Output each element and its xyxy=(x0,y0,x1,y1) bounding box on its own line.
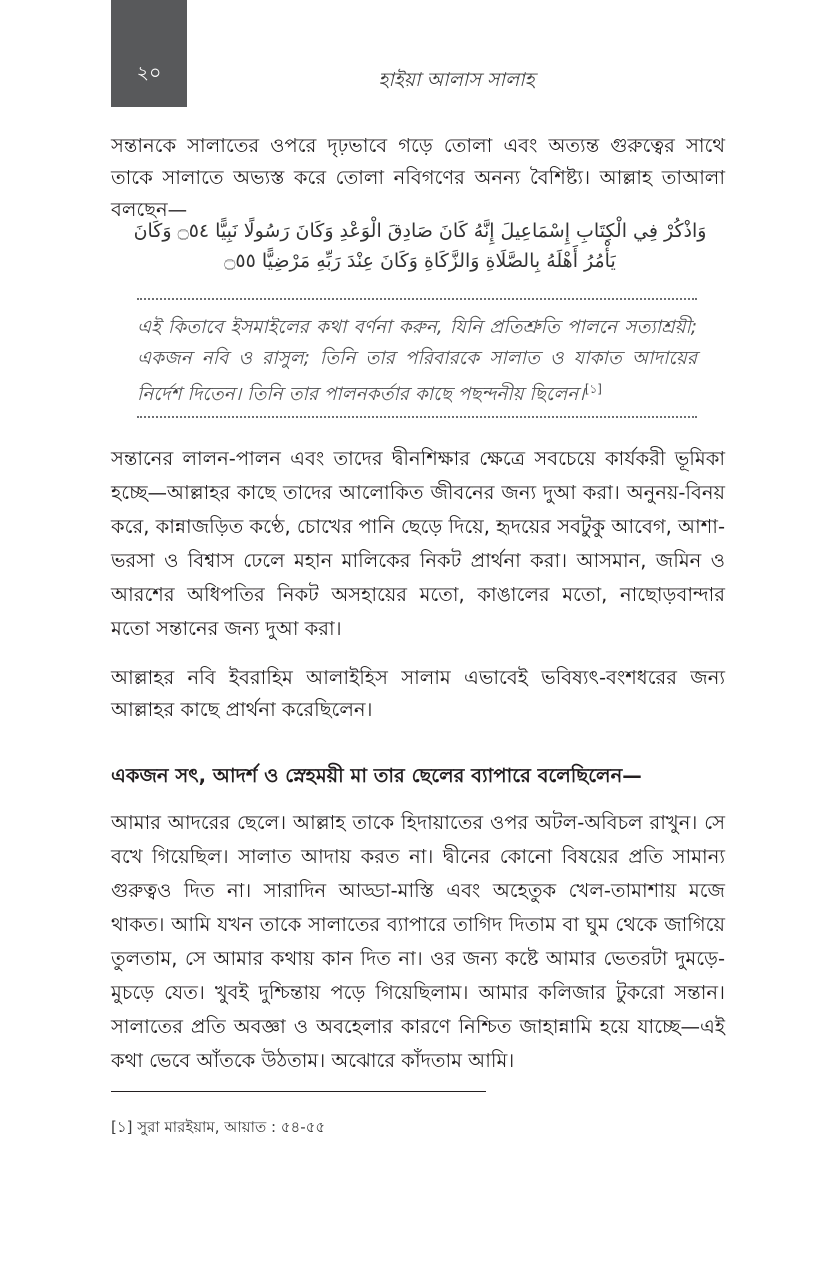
section-subheading: একজন সৎ, আদর্শ ও স্নেহময়ী মা তার ছেলের ব্যাপারে বলেছিলেন— xyxy=(111,764,642,787)
running-title: হাইয়া আলাস সালাহ xyxy=(378,69,535,91)
translation-text: এই কিতাবে ইসমাইলের কথা বর্ণনা করুন, যিনি প্রতিশ্রুতি পালনে সত্যাশ্রয়ী; একজন নবি ও রাসুল; তিনি তার পরিবারকে সালাত ও যাকাত আদায়ের নির্দেশ দিতেন। তিনি তার পালনকর্তার কাছে পছন্দনীয় ছিলেন। xyxy=(137,317,697,406)
footnote: [১] সুরা মারইয়াম, আয়াত : ৫৪-৫৫ xyxy=(111,1118,326,1136)
paragraph-ibrahim: আল্লাহর নবি ইবরাহিম আলাইহিস সালাম এভাবেই ভবিষ্যৎ-বংশধরের জন্য আল্লাহর কাছে প্রার্থনা করেছিলেন। xyxy=(111,666,725,721)
verse-translation xyxy=(137,312,697,410)
page-number-tab xyxy=(111,0,187,107)
paragraph-dua: সন্তানের লালন-পালন এবং তাদের দ্বীনশিক্ষার ক্ষেত্রে সবচেয়ে কার্যকরী ভূমিকা হচ্ছে—আল্লাহর কাছে তাদের আলোকিত জীবনের জন্য দুআ করা। অনুনয়-বিনয় করে, কান্নাজড়িত কণ্ঠে, চোখের পানি ছেড়ে দিয়ে, হৃদয়ের সবটুকু আবেগ, আশা-ভরসা ও বিশ্বাস ঢেলে মহান মালিকের নিকট প্রার্থনা করা। আসমান, জমিন ও আরশের অধিপতির নিকট অসহায়ের মতো, কাঙালের মতো, নাছোড়বান্দার মতো সন্তানের জন্য দুআ করা। xyxy=(111,447,725,640)
dotted-divider-top xyxy=(137,298,697,300)
page-number: ২০ xyxy=(136,62,162,84)
footnote-rule xyxy=(111,1091,486,1092)
footnote-reference: [১] xyxy=(584,382,602,396)
paragraph-intro: সন্তানকে সালাতের ওপরে দৃঢ়ভাবে গড়ে তোলা এবং অত্যন্ত গুরুত্বের সাথে তাকে সালাতে অভ্যস্ত করে তোলা নবিগণের অনন্য বৈশিষ্ট্য। আল্লাহ তাআলা বলছেন— xyxy=(111,134,725,221)
paragraph-mother-story: আমার আদরের ছেলে। আল্লাহ তাকে হিদায়াতের ওপর অটল-অবিচল রাখুন। সে বখে গিয়েছিল। সালাত আদায় করত না। দ্বীনের কোনো বিষয়ের প্রতি সামান্য গুরুত্বও দিত না। সারাদিন আড্ডা-মাস্তি এবং অহেতুক খেল-তামাশায় মজে থাকত। আমি যখন তাকে সালাতের ব্যাপারে তাগিদ দিতাম বা ঘুম থেকে জাগিয়ে তুলতাম, সে আমার কথায় কান দিত না। ওর জন্য কষ্টে আমার ভেতরটা দুমড়ে-মুচড়ে যেত। খুবই দুশ্চিন্তায় পড়ে গিয়েছিলাম। আমার কলিজার টুকরো সন্তান। সালাতের প্রতি অবজ্ঞা ও অবহেলার কারণে নিশ্চিত জাহান্নামি হয়ে যাচ্ছে—এই কথা ভেবে আঁতকে উঠতাম। অঝোরে কাঁদতাম আমি। xyxy=(111,811,725,1072)
dotted-divider-bottom xyxy=(137,416,697,418)
arabic-verse: وَاذْكُرْ فِي الْكِتَابِ إِسْمَاعِيلَ إِنَّهُ كَانَ صَادِقَ الْوَعْدِ وَكَانَ رَسُولًا نَبِيًّا ۝٥٤ وَكَانَ يَأْمُرُ أَهْلَهُ بِالصَّلَاةِ وَالزَّكَاةِ وَكَانَ عِنْدَ رَبِّهِ مَرْضِيًّا ۝٥٥ xyxy=(133,220,707,272)
